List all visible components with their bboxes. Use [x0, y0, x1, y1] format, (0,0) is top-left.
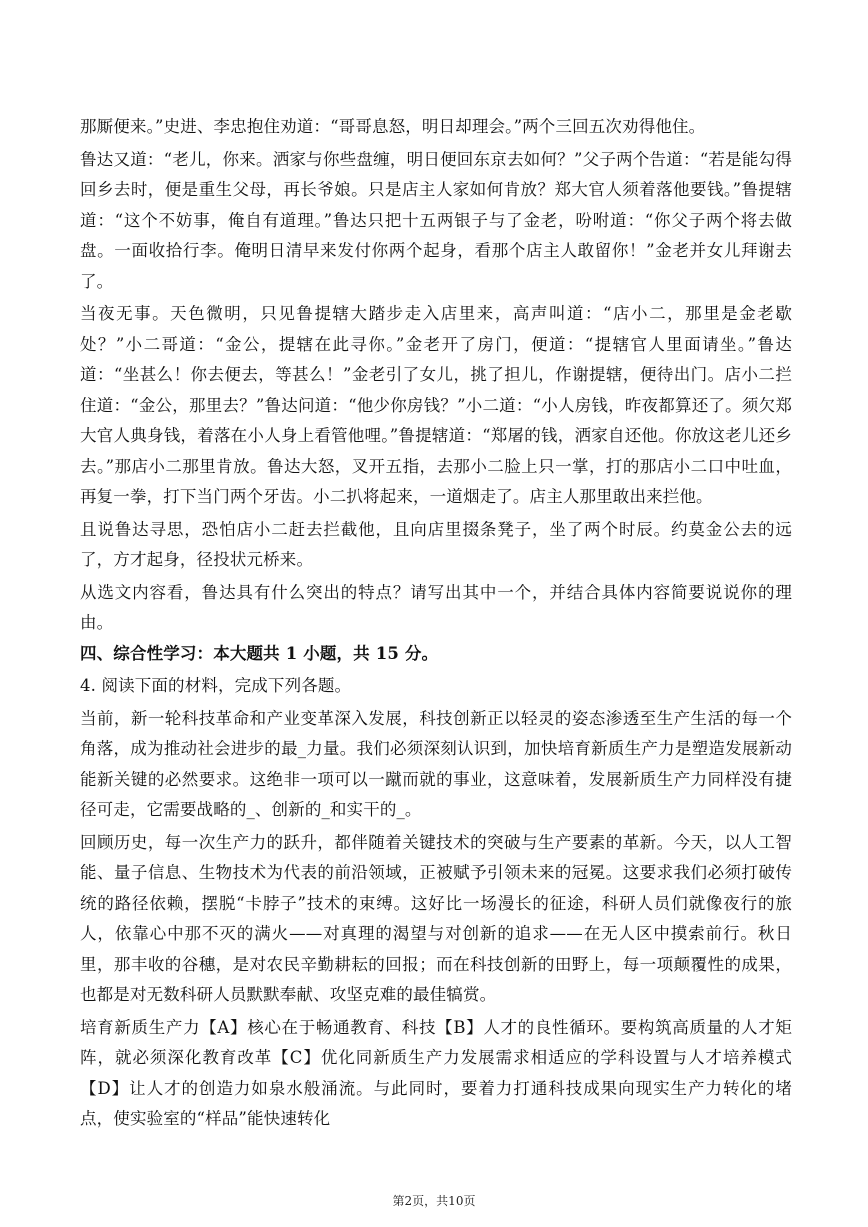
question-prompt: 从选文内容看，鲁达具有什么突出的特点？请写出其中一个，并结合具体内容简要说说你的理由。: [80, 582, 792, 632]
material-paragraph-3: 培育新质生产力【A】核心在于畅通教育、科技【B】人才的良性循环。要构筑高质量的人才矩阵，就必须深化教育改革【C】优化同新质生产力发展需求相适应的学科设置与人才培养模式【D】让人才的创造力如泉水般涌流。与此同时，要着力打通科技成果向现实生产力转化的堵点，使实验室的“样品”能快速转化: [80, 1017, 792, 1128]
material-paragraph-2: 回顾历史，每一次生产力的跃升，都伴随着关键技术的突破与生产要素的革新。今天，以人工智能、量子信息、生物技术为代表的前沿领域，正被赋予引领未来的冠冕。这要求我们必须打破传统的路径依赖，摆脱“卡脖子”技术的束缚。这好比一场漫长的征途，科研人员们就像夜行的旅人，依靠心中那不灭的满火——对真理的渴望与对创新的追求——在无人区中摸索前行。秋日里，那丰收的谷穗，是对农民辛勤耕耘的回报；而在科技创新的田野上，每一项颠覆性的成果，也都是对无数科研人员默默奉献、攻坚克难的最佳犒赏。: [80, 832, 792, 1004]
paragraph-night: 当夜无事。天色微明，只见鲁提辖大踏步走入店里来，高声叫道：“店小二，那里是金老歇处？”小二哥道：“金公，提辖在此寻你。”金老开了房门，便道：“提辖官人里面请坐。”鲁达道：“坐甚么！你去便去，等甚么！”金老引了女儿，挑了担儿，作谢提辖，便待出门。店小二拦住道：“金公，那里去？”鲁达问道：“他少你房钱？”小二道：“小人房钱，昨夜都算还了。须欠郑大官人典身钱，着落在小人身上看管他哩。”鲁提辖道：“郑屠的钱，洒家自还他。你放这老儿还乡去。”那店小二那里肯放。鲁达大怒，叉开五指，去那小二脸上只一掌，打的那店小二口中吐血，再复一拳，打下当门两个牙齿。小二扒将起来，一道烟走了。店主人那里敢出来拦他。: [80, 304, 792, 506]
material-paragraph-1: 当前，新一轮科技革命和产业变革深入发展，科技创新正以轻灵的姿态渗透至生产生活的每一个角落，成为推动社会进步的最_力量。我们必须深刻认识到，加快培育新质生产力是塑造发展新动能新关键的必然要求。这绝非一项可以一蹴而就的事业，这意味着，发展新质生产力同样没有捷径可走，它需要战略的_、创新的_和实干的_。: [80, 708, 792, 819]
paragraph-luda-thinks: 且说鲁达寻思，恐怕店小二赶去拦截他，且向店里掇条凳子，坐了两个时辰。约莫金公去的远了，方才起身，径投状元桥来。: [80, 519, 792, 569]
page-footer: 第2页，共10页: [392, 1194, 476, 1208]
paragraph-luda-speaks: 鲁达又道：“老儿，你来。洒家与你些盘缠，明日便回东京去如何？”父子两个告道：“若是能勾得回乡去时，便是重生父母，再长爷娘。只是店主人家如何肯放？郑大官人须着落他要钱。”鲁提辖道：“这个不妨事，俺自有道理。”鲁达只把十五两银子与了金老，吩咐道：“你父子两个将去做盘。一面收拾行李。俺明日清早来发付你两个起身，看那个店主人敢留你！”金老并女儿拜谢去了。: [80, 149, 792, 291]
page-content: [80, 112, 792, 1135]
paragraph-shijin: 那厮便来。”史进、李忠抱住劝道：“哥哥息怒，明日却理会。”两个三回五次劝得他住。: [80, 117, 706, 136]
question-intro: 4. 阅读下面的材料，完成下列各题。: [80, 676, 352, 695]
section-heading: 四、综合性学习：本大题共 1 小题，共 15 分。: [80, 643, 439, 663]
